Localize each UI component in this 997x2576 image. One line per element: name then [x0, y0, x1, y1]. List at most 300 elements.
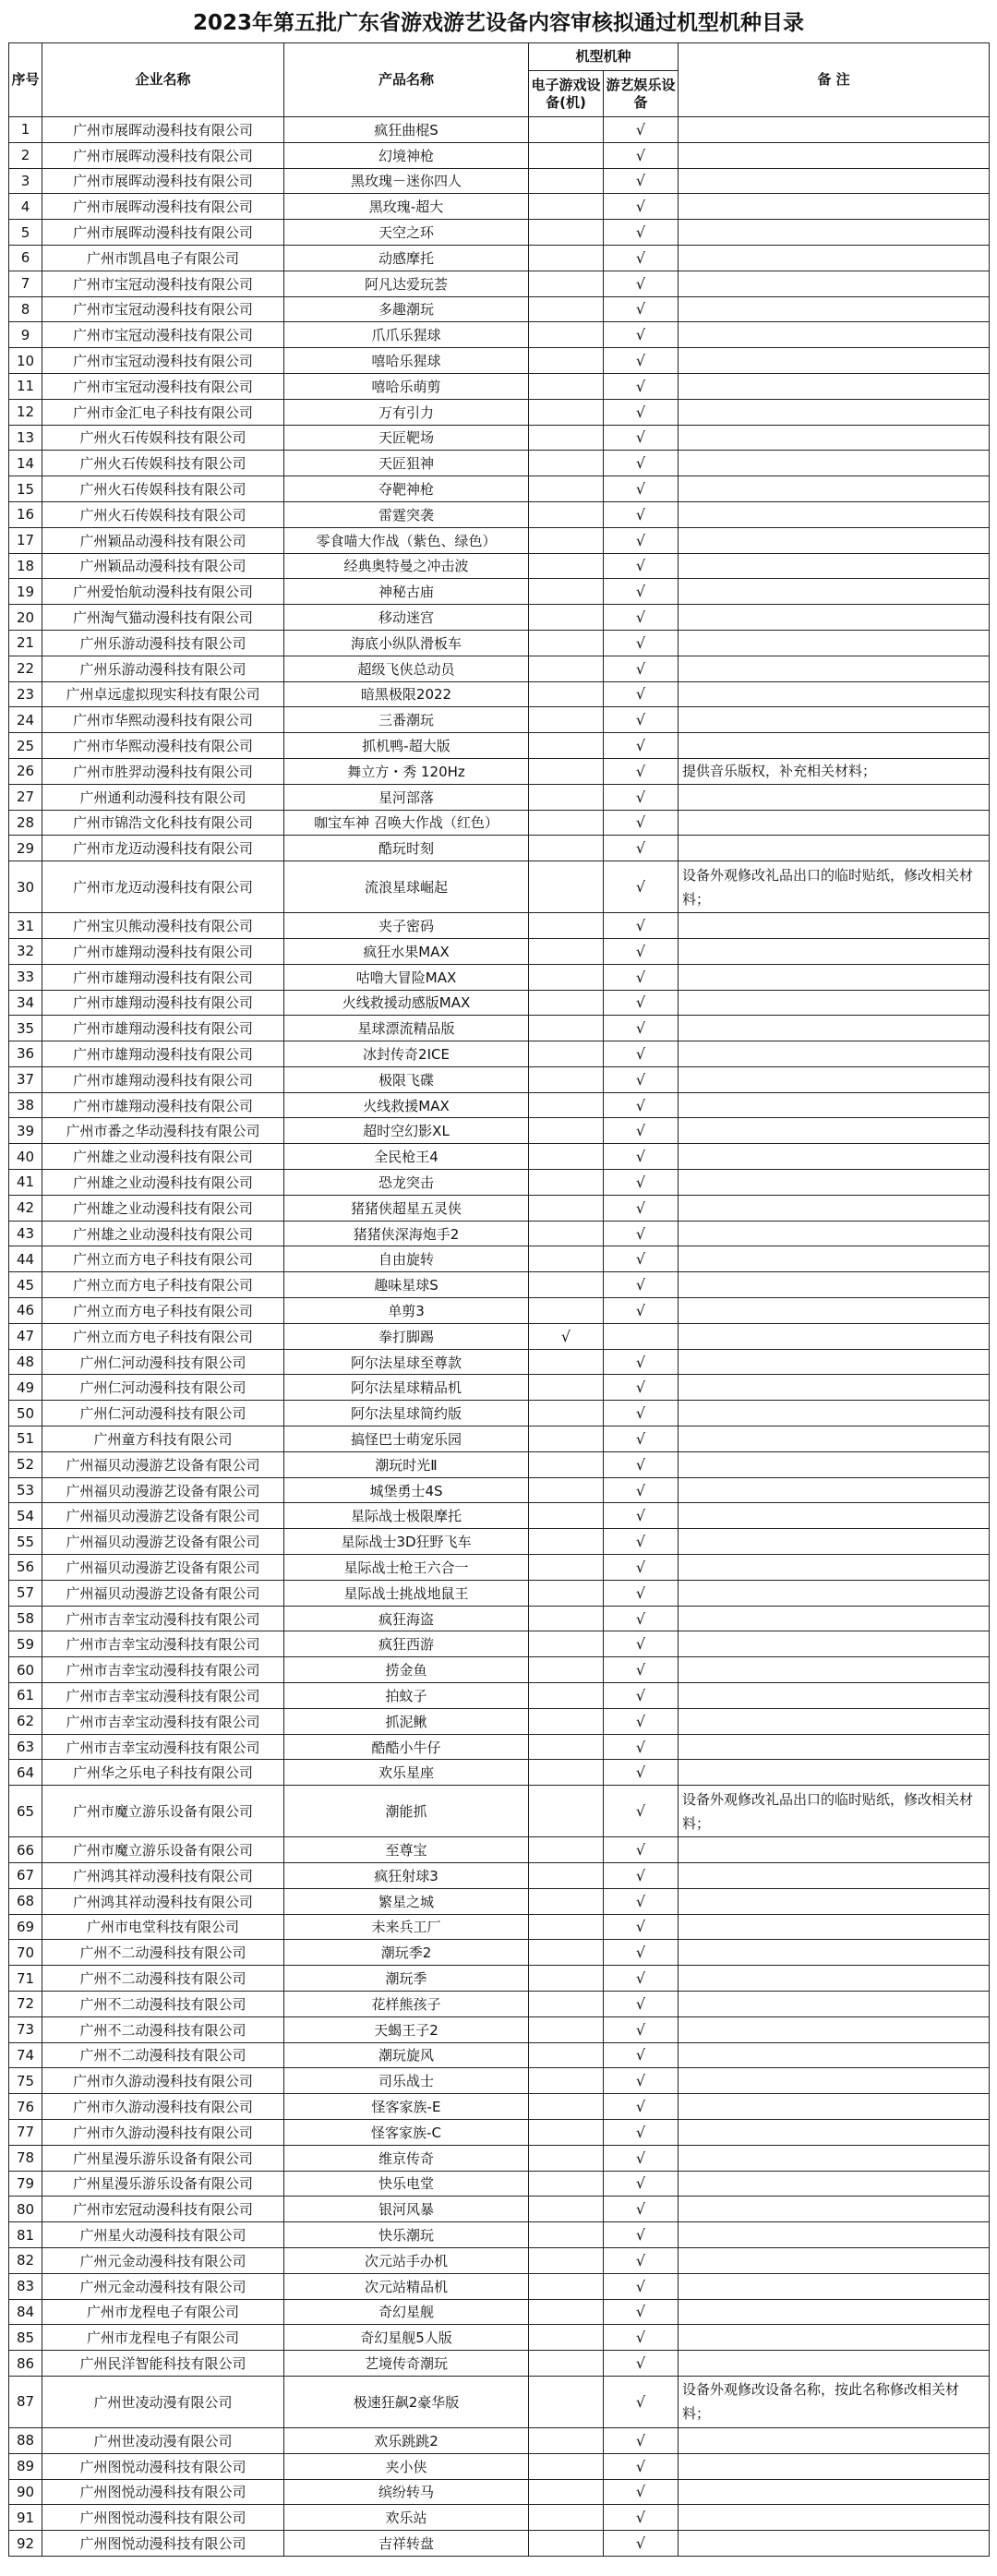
row-note [679, 553, 990, 579]
table-row [9, 861, 990, 913]
header-type-group: 机型机种 [529, 43, 679, 71]
product-name: 潮玩季 [284, 1966, 529, 1992]
header-product: 产品名称 [284, 43, 529, 117]
row-note [679, 2145, 990, 2171]
table-row [9, 656, 990, 681]
company-name: 广州市宝冠动漫科技有限公司 [42, 348, 284, 374]
row-number: 4 [9, 194, 42, 220]
amuse-check: √ [604, 220, 679, 246]
product-name: 猪猪侠超星五灵侠 [284, 1195, 529, 1221]
table-row [9, 1246, 990, 1272]
product-name: 捞金鱼 [284, 1657, 529, 1683]
row-number: 76 [9, 2094, 42, 2120]
row-note [679, 476, 990, 502]
ev-check [529, 2042, 604, 2068]
amuse-check: √ [604, 1066, 679, 1092]
ev-check [529, 527, 604, 553]
product-name: 吉祥转盘 [284, 2531, 529, 2557]
row-note: 设备外观修改设备名称，按此名称修改相关材料； [679, 2376, 990, 2427]
amuse-check: √ [604, 784, 679, 810]
row-note [679, 1555, 990, 1581]
ev-check [529, 2351, 604, 2377]
table-row [9, 1016, 990, 1041]
row-number: 21 [9, 630, 42, 656]
company-name: 广州市宝冠动漫科技有限公司 [42, 296, 284, 322]
row-note [679, 1170, 990, 1196]
ev-check [529, 2094, 604, 2120]
row-number: 24 [9, 707, 42, 733]
company-name: 广州市吉幸宝动漫科技有限公司 [42, 1683, 284, 1709]
table-row [9, 322, 990, 348]
table-row [9, 1606, 990, 1631]
company-name: 广州不二动漫科技有限公司 [42, 1940, 284, 1966]
table-row [9, 1477, 990, 1503]
company-name: 广州立而方电子科技有限公司 [42, 1246, 284, 1272]
row-note [679, 399, 990, 425]
product-name: 黑玫瑰-超大 [284, 194, 529, 220]
table-row [9, 1657, 990, 1683]
product-name: 至尊宝 [284, 1837, 529, 1863]
row-note [679, 2068, 990, 2094]
amuse-check: √ [604, 964, 679, 990]
row-number: 48 [9, 1349, 42, 1375]
ev-check [529, 2145, 604, 2171]
company-name: 广州市雄翔动漫科技有限公司 [42, 1041, 284, 1067]
row-number: 72 [9, 1991, 42, 2016]
company-name: 广州图悦动漫科技有限公司 [42, 2453, 284, 2479]
amuse-check: √ [604, 2505, 679, 2531]
row-note [679, 990, 990, 1016]
table-row [9, 681, 990, 707]
company-name: 广州市宝冠动漫科技有限公司 [42, 271, 284, 296]
product-name: 天蝎王子2 [284, 2016, 529, 2042]
company-name: 广州市金汇电子科技有限公司 [42, 399, 284, 425]
product-name: 神秘古庙 [284, 579, 529, 605]
product-name: 天空之环 [284, 220, 529, 246]
table-row [9, 1888, 990, 1914]
company-name: 广州市久游动漫科技有限公司 [42, 2068, 284, 2094]
row-note [679, 656, 990, 681]
product-name: 疯狂水果MAX [284, 938, 529, 964]
row-number: 89 [9, 2453, 42, 2479]
ev-check [529, 2247, 604, 2273]
ev-check [529, 1041, 604, 1067]
row-number: 28 [9, 810, 42, 836]
row-note [679, 1298, 990, 1324]
ev-check: √ [529, 1323, 604, 1349]
row-number: 13 [9, 425, 42, 451]
ev-check [529, 1195, 604, 1221]
table-row [9, 1170, 990, 1196]
row-number: 51 [9, 1426, 42, 1452]
amuse-check: √ [604, 296, 679, 322]
row-note [679, 1195, 990, 1221]
company-name: 广州市锦浩文化科技有限公司 [42, 810, 284, 836]
ev-check [529, 2068, 604, 2094]
ev-check [529, 2222, 604, 2248]
product-name: 超级飞侠总动员 [284, 656, 529, 681]
ev-check [529, 1786, 604, 1837]
table-row [9, 2479, 990, 2505]
row-number: 33 [9, 964, 42, 990]
ev-check [529, 1401, 604, 1426]
product-name: 拳打脚踢 [284, 1323, 529, 1349]
ev-check [529, 2479, 604, 2505]
ev-check [529, 296, 604, 322]
row-note [679, 322, 990, 348]
row-note [679, 1477, 990, 1503]
table-row [9, 2427, 990, 2453]
product-name: 天匠狙神 [284, 451, 529, 476]
row-note [679, 1529, 990, 1555]
ev-check [529, 810, 604, 836]
row-number: 53 [9, 1477, 42, 1503]
row-number: 16 [9, 501, 42, 527]
row-number: 38 [9, 1092, 42, 1118]
company-name: 广州市龙程电子有限公司 [42, 2299, 284, 2325]
table-row [9, 1144, 990, 1170]
row-note [679, 2505, 990, 2531]
company-name: 广州市电堂科技有限公司 [42, 1914, 284, 1940]
ev-check [529, 2453, 604, 2479]
ev-check [529, 1477, 604, 1503]
amuse-check: √ [604, 1914, 679, 1940]
company-name: 广州福贝动漫游艺设备有限公司 [42, 1580, 284, 1606]
product-name: 夹小侠 [284, 2453, 529, 2479]
company-name: 广州童方科技有限公司 [42, 1426, 284, 1452]
company-name: 广州图悦动漫科技有限公司 [42, 2531, 284, 2557]
product-name: 多趣潮玩 [284, 296, 529, 322]
row-number: 78 [9, 2145, 42, 2171]
table-row [9, 1940, 990, 1966]
company-name: 广州福贝动漫游艺设备有限公司 [42, 1477, 284, 1503]
product-name: 怪客家族-E [284, 2094, 529, 2120]
amuse-check: √ [604, 2145, 679, 2171]
amuse-check: √ [604, 1272, 679, 1298]
row-note [679, 913, 990, 939]
company-name: 广州民洋智能科技有限公司 [42, 2351, 284, 2377]
row-number: 75 [9, 2068, 42, 2094]
company-name: 广州星漫乐游乐设备有限公司 [42, 2171, 284, 2197]
table-row [9, 245, 990, 271]
amuse-check: √ [604, 579, 679, 605]
product-name: 快乐潮玩 [284, 2222, 529, 2248]
header-amuse: 游艺娱乐设备 [604, 71, 679, 117]
ev-check [529, 784, 604, 810]
row-number: 60 [9, 1657, 42, 1683]
company-name: 广州福贝动漫游艺设备有限公司 [42, 1529, 284, 1555]
ev-check [529, 938, 604, 964]
amuse-check: √ [604, 707, 679, 733]
row-note [679, 2299, 990, 2325]
amuse-check: √ [604, 1041, 679, 1067]
row-note [679, 2325, 990, 2351]
amuse-check: √ [604, 1606, 679, 1631]
row-note [679, 2171, 990, 2197]
table-row [9, 2247, 990, 2273]
row-note [679, 1734, 990, 1760]
ev-check [529, 271, 604, 296]
row-note [679, 1914, 990, 1940]
ev-check [529, 1066, 604, 1092]
product-name: 火线救援动感版MAX [284, 990, 529, 1016]
ev-check [529, 990, 604, 1016]
company-name: 广州华之乐电子科技有限公司 [42, 1760, 284, 1786]
row-number: 45 [9, 1272, 42, 1298]
row-note [679, 1066, 990, 1092]
table-row [9, 964, 990, 990]
row-number: 77 [9, 2119, 42, 2145]
table-row [9, 1863, 990, 1889]
amuse-check: √ [604, 1298, 679, 1324]
product-name: 夺靶神枪 [284, 476, 529, 502]
table-row [9, 2016, 990, 2042]
table-row [9, 117, 990, 143]
row-number: 47 [9, 1323, 42, 1349]
company-name: 广州爱怡航动漫科技有限公司 [42, 579, 284, 605]
row-note [679, 1863, 990, 1889]
product-name: 单剪3 [284, 1298, 529, 1324]
table-row [9, 810, 990, 836]
table-row [9, 1118, 990, 1144]
ev-check [529, 1221, 604, 1246]
table-row [9, 630, 990, 656]
table-row [9, 990, 990, 1016]
row-note [679, 1221, 990, 1246]
row-number: 29 [9, 836, 42, 861]
ev-check [529, 1837, 604, 1863]
product-name: 三番潮玩 [284, 707, 529, 733]
company-name: 广州鸿其祥动漫科技有限公司 [42, 1863, 284, 1889]
company-name: 广州仁河动漫科技有限公司 [42, 1375, 284, 1401]
product-name: 极限飞碟 [284, 1066, 529, 1092]
company-name: 广州元金动漫科技有限公司 [42, 2247, 284, 2273]
row-number: 81 [9, 2222, 42, 2248]
amuse-check: √ [604, 2094, 679, 2120]
row-number: 27 [9, 784, 42, 810]
ev-check [529, 220, 604, 246]
ev-check [529, 2531, 604, 2557]
amuse-check: √ [604, 1451, 679, 1477]
company-name: 广州宝贝熊动漫科技有限公司 [42, 913, 284, 939]
row-number: 40 [9, 1144, 42, 1170]
row-note [679, 1323, 990, 1349]
row-number: 11 [9, 373, 42, 399]
ev-check [529, 707, 604, 733]
ev-check [529, 322, 604, 348]
amuse-check: √ [604, 425, 679, 451]
ev-check [529, 373, 604, 399]
row-note [679, 2531, 990, 2557]
ev-check [529, 2299, 604, 2325]
table-row [9, 348, 990, 374]
amuse-check: √ [604, 1966, 679, 1992]
ev-check [529, 605, 604, 631]
row-note [679, 1606, 990, 1631]
ev-check [529, 1914, 604, 1940]
amuse-check: √ [604, 1734, 679, 1760]
table-row [9, 2042, 990, 2068]
company-name: 广州市久游动漫科技有限公司 [42, 2119, 284, 2145]
product-name: 怪客家族-C [284, 2119, 529, 2145]
table-row [9, 1760, 990, 1786]
amuse-check: √ [604, 271, 679, 296]
amuse-check: √ [604, 1529, 679, 1555]
row-note [679, 451, 990, 476]
product-name: 冰封传奇2ICE [284, 1041, 529, 1067]
table-row [9, 2376, 990, 2427]
company-name: 广州市宏冠动漫科技有限公司 [42, 2197, 284, 2222]
amuse-check: √ [604, 245, 679, 271]
amuse-check: √ [604, 733, 679, 759]
ev-check [529, 1092, 604, 1118]
row-note [679, 2016, 990, 2042]
row-number: 22 [9, 656, 42, 681]
row-number: 85 [9, 2325, 42, 2351]
ev-check [529, 194, 604, 220]
product-name: 猪猪侠深海炮手2 [284, 1221, 529, 1246]
row-note [679, 1837, 990, 1863]
row-note [679, 1657, 990, 1683]
header-ev: 电子游戏设备(机) [529, 71, 604, 117]
company-name: 广州市吉幸宝动漫科技有限公司 [42, 1708, 284, 1734]
product-name: 全民枪王4 [284, 1144, 529, 1170]
ev-check [529, 1170, 604, 1196]
company-name: 广州鸿其祥动漫科技有限公司 [42, 1888, 284, 1914]
product-name: 万有引力 [284, 399, 529, 425]
row-number: 34 [9, 990, 42, 1016]
row-note [679, 2453, 990, 2479]
table-row [9, 271, 990, 296]
product-name: 拍蚊子 [284, 1683, 529, 1709]
amuse-check: √ [604, 1940, 679, 1966]
amuse-check: √ [604, 2068, 679, 2094]
row-number: 63 [9, 1734, 42, 1760]
row-number: 69 [9, 1914, 42, 1940]
ev-check [529, 1631, 604, 1657]
ev-check [529, 476, 604, 502]
company-name: 广州星漫乐游乐设备有限公司 [42, 2145, 284, 2171]
company-name: 广州乐游动漫科技有限公司 [42, 656, 284, 681]
row-note [679, 1092, 990, 1118]
amuse-check: √ [604, 2119, 679, 2145]
ev-check [529, 451, 604, 476]
company-name: 广州市凯昌电子有限公司 [42, 245, 284, 271]
row-number: 43 [9, 1221, 42, 1246]
table-row [9, 2351, 990, 2377]
row-note [679, 707, 990, 733]
product-name: 自由旋转 [284, 1246, 529, 1272]
company-name: 广州火石传娱科技有限公司 [42, 451, 284, 476]
product-name: 舞立方・秀 120Hz [284, 758, 529, 784]
row-note [679, 836, 990, 861]
amuse-check: √ [604, 1760, 679, 1786]
product-name: 抓泥鳅 [284, 1708, 529, 1734]
row-number: 86 [9, 2351, 42, 2377]
ev-check [529, 733, 604, 759]
ev-check [529, 630, 604, 656]
amuse-check: √ [604, 2325, 679, 2351]
row-number: 52 [9, 1451, 42, 1477]
row-number: 61 [9, 1683, 42, 1709]
row-note [679, 1246, 990, 1272]
row-number: 49 [9, 1375, 42, 1401]
row-note [679, 2094, 990, 2120]
company-name: 广州火石传娱科技有限公司 [42, 476, 284, 502]
product-name: 疯狂海盗 [284, 1606, 529, 1631]
product-name: 潮玩时光Ⅱ [284, 1451, 529, 1477]
row-note [679, 938, 990, 964]
row-note [679, 1118, 990, 1144]
ev-check [529, 1606, 604, 1631]
product-name: 繁星之城 [284, 1888, 529, 1914]
row-note [679, 527, 990, 553]
ev-check [529, 1991, 604, 2016]
table-row [9, 733, 990, 759]
product-name: 缤纷转马 [284, 2479, 529, 2505]
product-name: 疯狂曲棍S [284, 117, 529, 143]
row-number: 83 [9, 2273, 42, 2299]
table-row [9, 1349, 990, 1375]
product-name: 酷酷小牛仔 [284, 1734, 529, 1760]
row-note [679, 168, 990, 194]
row-number: 74 [9, 2042, 42, 2068]
row-number: 19 [9, 579, 42, 605]
row-number: 5 [9, 220, 42, 246]
amuse-check: √ [604, 1195, 679, 1221]
row-note [679, 296, 990, 322]
amuse-check: √ [604, 913, 679, 939]
table-row [9, 1837, 990, 1863]
company-name: 广州市展晖动漫科技有限公司 [42, 142, 284, 168]
table-row [9, 1914, 990, 1940]
amuse-check: √ [604, 2427, 679, 2453]
row-number: 80 [9, 2197, 42, 2222]
amuse-check: √ [604, 373, 679, 399]
amuse-check: √ [604, 1246, 679, 1272]
product-name: 欢乐星座 [284, 1760, 529, 1786]
product-name: 欢乐跳跳2 [284, 2427, 529, 2453]
row-number: 8 [9, 296, 42, 322]
row-number: 42 [9, 1195, 42, 1221]
company-name: 广州市宝冠动漫科技有限公司 [42, 322, 284, 348]
amuse-check: √ [604, 1170, 679, 1196]
product-name: 经典奥特曼之冲击波 [284, 553, 529, 579]
row-number: 37 [9, 1066, 42, 1092]
amuse-check: √ [604, 758, 679, 784]
product-name: 奇幻星舰5人版 [284, 2325, 529, 2351]
row-number: 17 [9, 527, 42, 553]
ev-check [529, 399, 604, 425]
row-number: 2 [9, 142, 42, 168]
row-number: 35 [9, 1016, 42, 1041]
product-name: 动感摩托 [284, 245, 529, 271]
ev-check [529, 2171, 604, 2197]
amuse-check: √ [604, 1580, 679, 1606]
amuse-check: √ [604, 1477, 679, 1503]
row-note [679, 1940, 990, 1966]
company-name: 广州市吉幸宝动漫科技有限公司 [42, 1734, 284, 1760]
table-row [9, 194, 990, 220]
ev-check [529, 579, 604, 605]
company-name: 广州图悦动漫科技有限公司 [42, 2479, 284, 2505]
amuse-check: √ [604, 1991, 679, 2016]
product-name: 搞怪巴士萌宠乐园 [284, 1426, 529, 1452]
product-name: 阿凡达爱玩荟 [284, 271, 529, 296]
row-number: 6 [9, 245, 42, 271]
table-row [9, 553, 990, 579]
table-row [9, 2273, 990, 2299]
